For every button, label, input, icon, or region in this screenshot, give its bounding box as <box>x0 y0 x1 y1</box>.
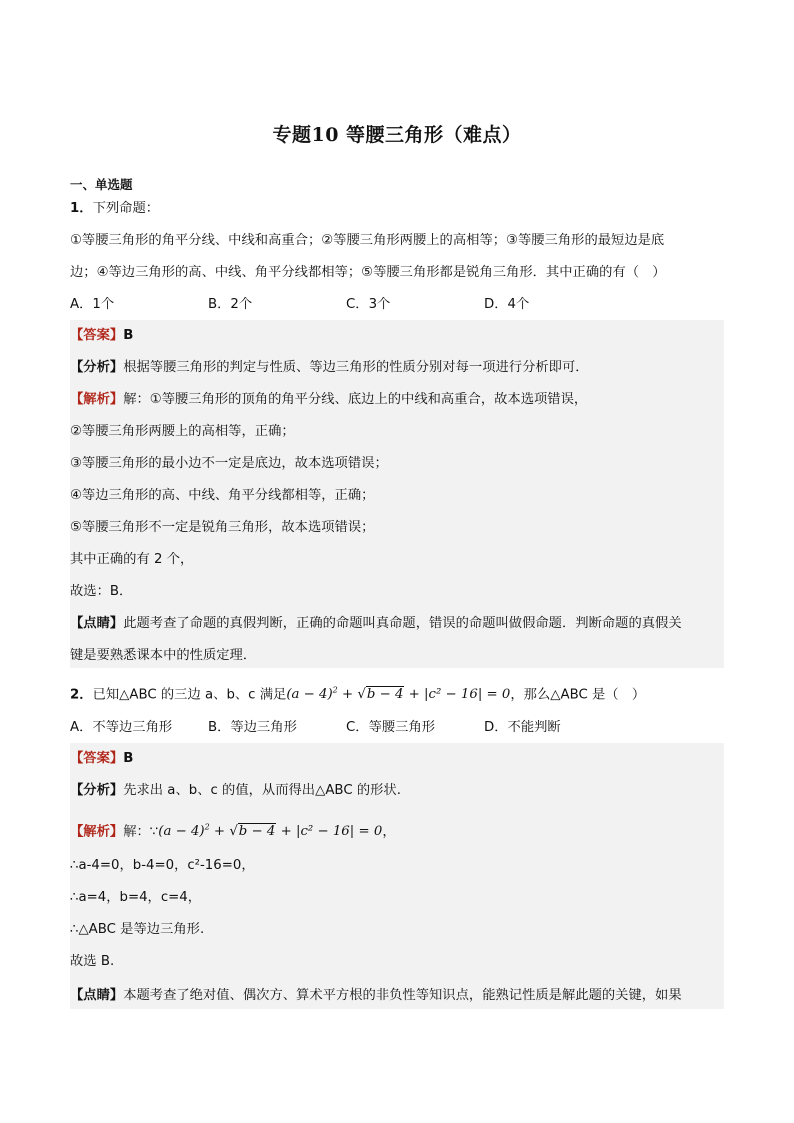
question-number: 1． <box>70 201 93 216</box>
question-2-answer <box>70 749 133 769</box>
analysis-text: 根据等腰三角形的判定与性质、等边三角形的性质分别对每一项进行分析即可． <box>123 360 589 375</box>
question-1-stem <box>70 199 159 219</box>
option-a: A．不等边三角形 <box>70 720 173 735</box>
question-1-comment-line-2: 键是要熟悉课本中的性质定理． <box>70 648 257 663</box>
question-1-comment: 【点睛】此题考查了命题的真假判断，正确的命题叫真命题，错误的命题叫做假命题．判断命题的真假关 <box>70 616 682 631</box>
analysis-tag: 【分析】 <box>70 783 124 798</box>
question-2-options <box>70 718 561 738</box>
question-1-body-line-1: ①等腰三角形的角平分线、中线和高重合；②等腰三角形两腰上的高相等；③等腰三角形的最短边是底 <box>70 233 665 248</box>
option-d: D．4个 <box>484 297 530 312</box>
question-text: 下列命题： <box>92 201 160 216</box>
analysis-text: 先求出 a、b、c 的值，从而得出△ABC 的形状. <box>123 783 401 798</box>
analysis-tag: 【分析】 <box>70 360 124 375</box>
option-b: B．2个 <box>208 297 253 312</box>
option-c: C．等腰三角形 <box>346 720 436 735</box>
question-1-solution-line: 【解析】解：①等腰三角形的顶角的角平分线、底边上的中线和高重合，故本选项错误， <box>70 392 588 407</box>
question-number: 2． <box>70 687 93 703</box>
answer-tag: 【答案】 <box>70 751 124 766</box>
answer-tag: 【答案】 <box>70 328 124 343</box>
question-1-analysis <box>70 358 589 378</box>
option-b: B．等边三角形 <box>208 720 297 735</box>
solution-tag: 【解析】 <box>70 824 124 840</box>
answer-value: B <box>123 751 134 766</box>
option-a: A．1个 <box>70 297 115 312</box>
comment-tag: 【点睛】 <box>70 616 124 631</box>
document-title: 专题10 等腰三角形（难点） <box>272 124 522 146</box>
answer-value: B <box>123 328 134 343</box>
question-1-solution-line: 故选：B． <box>70 584 133 599</box>
question-1-answer <box>70 326 133 346</box>
section-heading: 一、单选题 <box>70 177 133 192</box>
equation: $(a - 4)^2 + √b - 4 + |c^2 - 16| = 0$ <box>286 686 511 703</box>
question-1-solution-line: ④等边三角形的高、中线、角平分线都相等，正确； <box>70 488 375 503</box>
equation: $(a - 4)^2 + √b - 4 + |c^2 - 16| = 0$ <box>158 823 383 840</box>
question-2-solution-line: 【解析】解：∵(a − 4)$^2$ + √b − 4 + |c² − 16| = 0， <box>70 823 396 840</box>
question-2-solution-line: 故选 B. <box>70 954 115 969</box>
question-1-solution-line: ②等腰三角形两腰上的高相等，正确； <box>70 424 295 439</box>
question-2-solution-line: ∴△ABC 是等边三角形. <box>70 922 205 937</box>
comment-tag: 【点睛】 <box>70 988 124 1003</box>
option-c: C．3个 <box>346 297 391 312</box>
question-2-solution-line: ∴a=4，b=4，c=4， <box>70 890 202 905</box>
question-2-stem: 2．已知△ABC 的三边 a、b、c 满足$(a - 4)^2 + √b - 4 + |c^2 - 16| = 0$，那么△ABC 是（ ） <box>70 686 646 703</box>
question-2-analysis <box>70 781 401 801</box>
solution-tag: 【解析】 <box>70 392 124 407</box>
question-1-solution-line: ⑤等腰三角形不一定是锐角三角形，故本选项错误； <box>70 520 375 535</box>
option-d: D．不能判断 <box>484 720 561 735</box>
question-1-solution-line: 其中正确的有 2 个， <box>70 552 194 567</box>
question-2-solution-line: ∴a-4=0，b-4=0，c²-16=0， <box>70 858 255 873</box>
question-1-body-line-2: 边；④等边三角形的高、中线、角平分线都相等；⑤等腰三角形都是锐角三角形．其中正确的有（ ） <box>70 265 666 280</box>
question-2-comment: 【点睛】本题考查了绝对值、偶次方、算术平方根的非负性等知识点，能熟记性质是解此题的关键，如果 <box>70 988 682 1003</box>
question-1-solution-line: ③等腰三角形的最小边不一定是底边，故本选项错误； <box>70 456 388 471</box>
question-1-options <box>70 295 529 315</box>
